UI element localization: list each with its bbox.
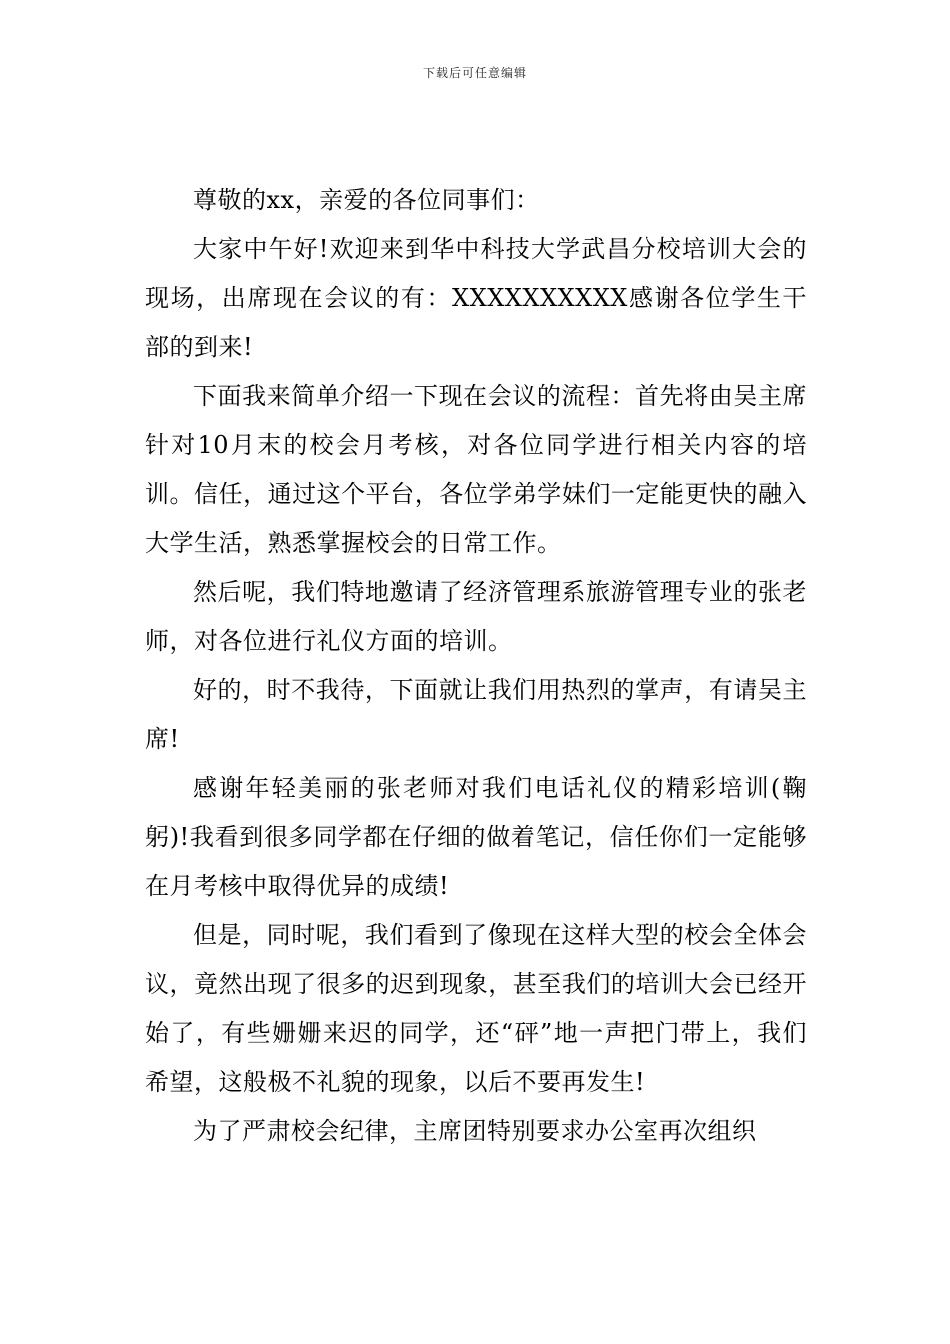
paragraph-applause: 好的，时不我待，下面就让我们用热烈的掌声，有请吴主席!: [145, 676, 807, 753]
paragraph-welcome: 大家中午好!欢迎来到华中科技大学武昌分校培训大会的现场，出席现在会议的有：XXXXXXXXXX感谢各位学生干部的到来!: [145, 235, 807, 361]
paragraph-invitation: 然后呢，我们特地邀请了经济管理系旅游管理专业的张老师，对各位进行礼仪方面的培训。: [145, 578, 807, 655]
paragraph-thanks: 感谢年轻美丽的张老师对我们电话礼仪的精彩培训(鞠躬)!我看到很多同学都在仔细的做着笔记，信任你们一定能够在月考核中取得优异的成绩!: [145, 774, 807, 900]
paragraph-lateness: 但是，同时呢，我们看到了像现在这样大型的校会全体会议，竟然出现了很多的迟到现象，甚至我们的培训大会已经开始了，有些姗姗来迟的同学，还“砰”地一声把门带上，我们希望，这般极不礼貌的现象，以后不要再发生!: [145, 921, 807, 1096]
document-body: [145, 176, 807, 1156]
paragraph-salutation: 尊敬的xx，亲爱的各位同事们：: [193, 186, 540, 214]
paragraph-discipline: 为了严肃校会纪律，主席团特别要求办公室再次组织: [193, 1117, 757, 1145]
header-note: 下载后可任意编辑: [422, 66, 527, 80]
paragraph-agenda: 下面我来简单介绍一下现在会议的流程：首先将由吴主席针对10月末的校会月考核，对各位同学进行相关内容的培训。信任，通过这个平台，各位学弟学妹们一定能更快的融入大学生活，熟悉掌握校会的日常工作。: [145, 382, 807, 557]
